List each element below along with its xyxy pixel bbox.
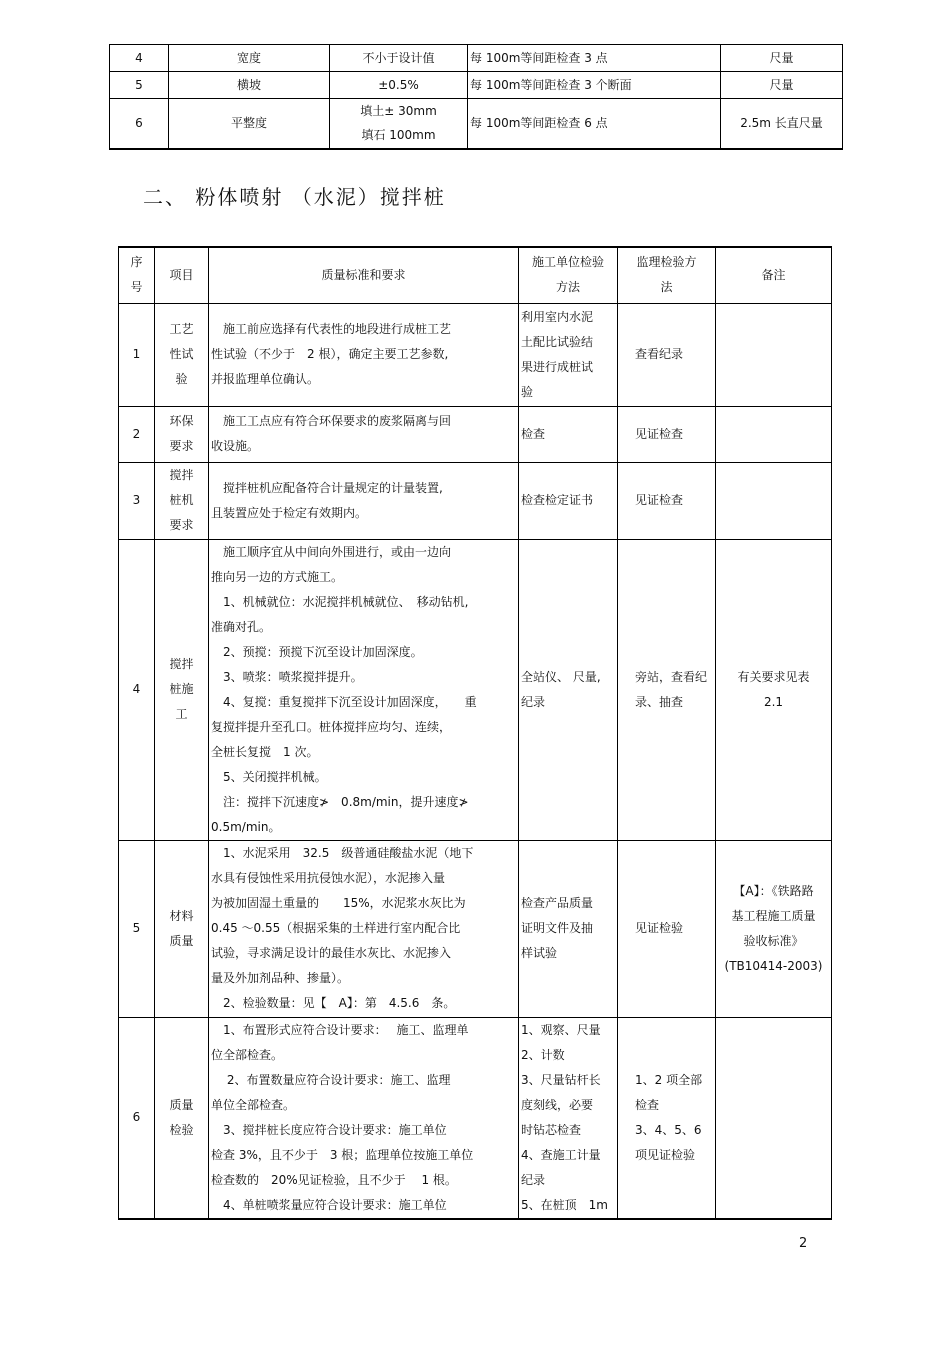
row-unit-method-line: 3、尺量钻杆长 [521,1072,601,1087]
row-standard-line: 4、复搅：重复搅拌下沉至设计加固深度， 重 [211,694,477,709]
row-item [155,303,209,406]
row-standard-line: 3、搅拌桩长度应符合设计要求：施工单位 [211,1122,447,1137]
row-standard-line: 性试验（不少于 2 根），确定主要工艺参数, [211,347,449,361]
row-standard-line: 1、水泥采用 32.5 级普通硅酸盐水泥（地下 [211,846,474,860]
row-standard-line: 施工工点应有符合环保要求的废浆隔离与回 [211,414,452,428]
row-remark-line: 2.1 [763,694,784,709]
header-item: 项目 [155,247,209,303]
table-row [119,840,832,1017]
row-supervisor-method [618,303,716,406]
row-supervisor-method-line: 见证检查 [635,426,684,441]
inspection-table-continued [109,44,843,150]
row-supervisor-method-line: 查看纪录 [635,347,684,361]
row-standard-line: 试验，寻求满足设计的最佳水灰比、水泥掺入 [211,946,452,960]
row-standard-line: 准确对孔。 [211,619,272,634]
row-remark [716,539,832,840]
row-supervisor-method [618,539,716,840]
section-title: 二、 粉体喷射 （水泥）搅拌桩 [143,185,446,209]
page-number: 2 [799,1236,808,1251]
header-standard: 质量标准和要求 [209,247,519,303]
row-standard-line: 并报监理单位确认。 [211,372,320,386]
row-item [155,406,209,462]
row-remark [716,840,832,1017]
row-item-line: 桩机 [169,493,194,507]
table-row [119,539,832,840]
row-remark-line: (TB10414-2003) [724,958,823,973]
row-item-line: 质量 [169,933,194,948]
row-standard-line: 水具有侵蚀性采用抗侵蚀水泥），水泥掺入量 [211,871,446,885]
row-no: 4 [119,539,155,840]
row-no: 3 [119,462,155,539]
row-supervisor-method-line: 检查 [635,1097,660,1112]
row-standard-line: 检查数的 20%见证检验，且不少于 1 根。 [211,1172,457,1187]
row-standard [330,45,468,72]
row-unit-method-line: 度刻线，必要 [521,1097,594,1112]
header-remark: 备注 [716,247,832,303]
row-item-line: 性试 [169,347,194,361]
row-item-line: 环保 [169,414,194,428]
row-remark [716,303,832,406]
row-no: 5 [110,72,169,99]
row-frequency: 每 100m等间距检查 6 点 [468,99,721,149]
table-row [110,72,843,99]
row-remark [716,1017,832,1219]
table-row [119,303,832,406]
table-row [119,1017,832,1219]
row-standard-line: 全桩长复搅 1 次。 [211,744,319,759]
table-row [110,99,843,149]
row-unit-method [519,1017,618,1219]
row-standard-line: 位全部检查。 [211,1047,284,1062]
table-row [119,406,832,462]
header-unit-method: 施工单位检验 方法 [519,247,618,303]
row-item [155,539,209,840]
row-standard-line: 2、布置数量应符合设计要求：施工、监理 [211,1072,451,1087]
row-standard-line: 单位全部检查。 [211,1097,296,1112]
row-item-line: 质量 [169,1097,194,1112]
row-remark-line: 【A】：《铁路路 [733,883,814,898]
row-standard-line: 搅拌桩机应配备符合计量规定的计量装置, [211,480,443,495]
row-item-line: 搅拌 [169,657,194,671]
mixing-pile-quality-table [118,246,832,1220]
table-row [119,462,832,539]
row-standard-line: 5、关闭搅拌机械。 [211,769,327,784]
row-unit-method-line: 检查 [521,426,546,441]
row-unit-method [519,462,618,539]
row-frequency: 每 100m等间距检查 3 个断面 [468,72,721,99]
row-standard-line: 检查 3%，且不少于 3 根；监理单位按施工单位 [211,1147,474,1162]
row-standard-line: 不小于设计值 [362,51,435,65]
row-standard [209,462,519,539]
row-remark [716,462,832,539]
row-standard-line: 4、单桩喷浆量应符合设计要求：施工单位 [211,1197,447,1212]
row-standard-line: ±0.5% [378,78,419,92]
row-item-line: 检验 [169,1122,194,1137]
row-unit-method [519,406,618,462]
row-remark-line: 有关要求见表 [737,669,810,684]
row-supervisor-method-line: 3、4、5、6 [635,1122,702,1137]
row-unit-method-line: 检查检定证书 [521,493,594,507]
row-unit-method [519,840,618,1017]
row-standard-line: 施工顺序宜从中间向外围进行，或由一边向 [211,544,452,559]
row-unit-method-line: 4、查施工计量 [521,1147,601,1162]
row-item-line: 工 [175,707,188,721]
row-standard [209,303,519,406]
row-method: 尺量 [721,72,843,99]
row-remark-line: 验收标准》 [743,933,804,948]
row-method: 尺量 [721,45,843,72]
row-unit-method-line: 1、观察、尺量 [521,1022,601,1037]
row-standard [209,840,519,1017]
row-supervisor-method [618,840,716,1017]
row-unit-method-line: 纪录 [521,1172,546,1187]
row-supervisor-method [618,406,716,462]
row-no: 4 [110,45,169,72]
row-item: 横坡 [169,72,330,99]
row-item-line: 搅拌 [169,468,194,482]
row-unit-method-line: 土配比试验结 [521,334,594,349]
row-unit-method-line: 利用室内水泥 [521,309,594,324]
row-unit-method-line: 果进行成桩试 [521,359,594,374]
row-standard [209,406,519,462]
row-supervisor-method-line: 录、抽查 [635,694,684,709]
row-standard-line: 为被加固湿土重量的 15%，水泥浆水灰比为 [211,896,466,910]
row-unit-method-line: 2、计数 [521,1047,565,1062]
row-item: 平整度 [169,99,330,149]
row-standard-line: 注：搅拌下沉速度≯ 0.8m/min，提升速度≯ [211,794,469,809]
row-unit-method-line: 5、在桩顶 1m [521,1197,608,1212]
row-no: 6 [119,1017,155,1219]
row-standard-line: 填石 100mm [361,128,436,143]
row-supervisor-method-line: 旁站，查看纪 [635,669,708,684]
row-item [155,840,209,1017]
row-standard-line: 复搅拌提升至孔口。桩体搅拌应均匀、连续， [211,719,452,734]
row-standard [209,539,519,840]
header-supervisor-method: 监理检验方 法 [618,247,716,303]
row-item: 宽度 [169,45,330,72]
row-standard-line: 施工前应选择有代表性的地段进行成桩工艺 [211,322,452,336]
row-unit-method-line: 验 [521,384,534,399]
row-unit-method [519,539,618,840]
row-supervisor-method-line: 1、2 项全部 [635,1072,703,1087]
row-standard-line: 2、检验数量：见【 A】：第 4.5.6 条。 [211,996,456,1010]
row-method: 2.5m 长直尺量 [721,99,843,149]
row-unit-method-line: 全站仪、 尺量, [521,669,601,684]
row-supervisor-method [618,1017,716,1219]
row-remark [716,406,832,462]
row-standard-line: 1、布置形式应符合设计要求： 施工、监理单 [211,1022,469,1037]
row-item-line: 要求 [169,518,194,532]
row-item-line: 要求 [169,439,194,453]
row-standard [209,1017,519,1219]
row-item [155,462,209,539]
row-standard-line: 1、机械就位：水泥搅拌机械就位、 移动钻机, [211,594,469,609]
row-supervisor-method-line: 项见证检验 [635,1147,696,1162]
row-item-line: 工艺 [169,322,194,336]
row-standard-line: 收设施。 [211,439,260,453]
row-unit-method-line: 证明文件及抽 [521,921,594,935]
row-unit-method-line: 纪录 [521,694,546,709]
row-standard-line: 0.45 ～0.55（根据采集的土样进行室内配合比 [211,921,461,935]
row-supervisor-method [618,462,716,539]
row-no: 2 [119,406,155,462]
row-standard [330,99,468,149]
row-unit-method-line: 时钻芯检查 [521,1122,582,1137]
row-unit-method-line: 样试验 [521,946,558,960]
row-frequency: 每 100m等间距检查 3 点 [468,45,721,72]
row-standard-line: 3、喷浆：喷浆搅拌提升。 [211,669,363,684]
row-item [155,1017,209,1219]
row-no: 5 [119,840,155,1017]
row-no: 6 [110,99,169,149]
row-standard-line: 0.5m/min。 [211,819,281,834]
row-item-line: 材料 [169,908,194,923]
row-standard-line: 量及外加剂品种、掺量）。 [211,971,350,985]
table-header-row [119,247,832,303]
row-standard [330,72,468,99]
row-standard-line: 且装置应处于检定有效期内。 [211,505,368,520]
table-row [110,45,843,72]
row-item-line: 桩施 [169,682,194,696]
row-unit-method-line: 检查产品质量 [521,896,594,910]
row-remark-line: 基工程施工质量 [731,908,816,923]
row-standard-line: 2、预搅：预搅下沉至设计加固深度。 [211,644,423,659]
row-supervisor-method-line: 见证检查 [635,493,684,507]
row-item-line: 验 [175,372,188,386]
row-standard-line: 填土± 30mm [360,104,437,119]
row-standard-line: 推向另一边的方式施工。 [211,569,344,584]
header-no: 序 号 [119,247,155,303]
row-supervisor-method-line: 见证检验 [635,921,684,935]
row-unit-method [519,303,618,406]
row-no: 1 [119,303,155,406]
